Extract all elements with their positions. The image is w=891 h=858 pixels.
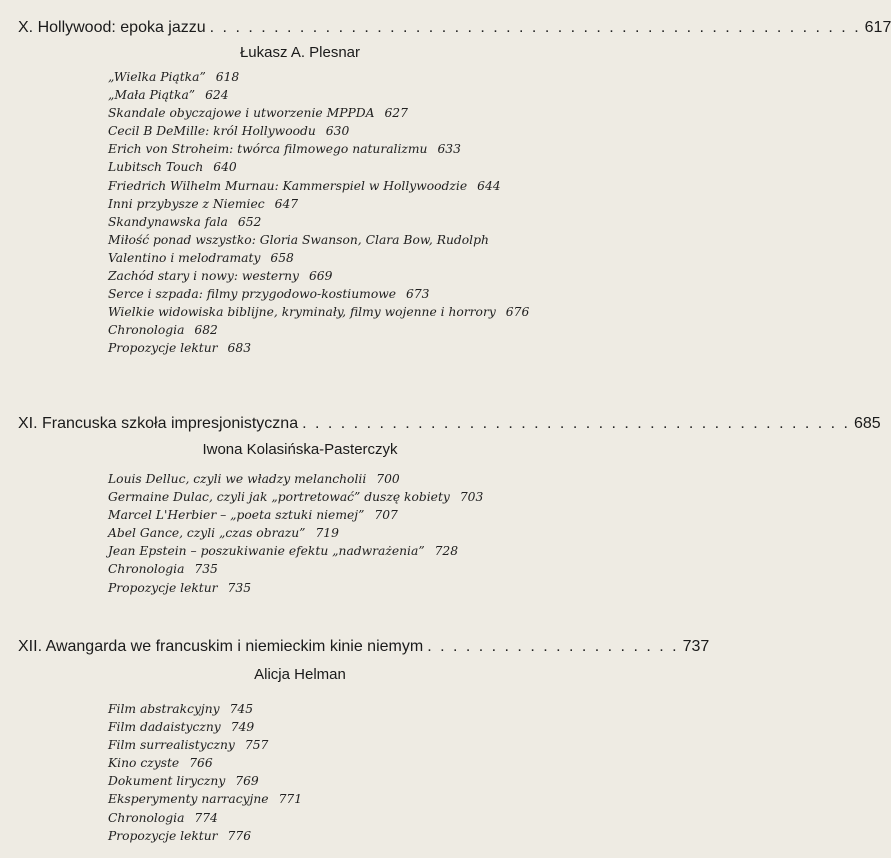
- section-page-number: 676: [505, 305, 530, 320]
- section-title: Propozycje lektur: [108, 828, 218, 843]
- section-page-number: 719: [315, 526, 339, 541]
- list-item: [108, 104, 548, 122]
- section-title: Cecil B DeMille: król Hollywoodu: [108, 124, 316, 139]
- list-item: [108, 488, 548, 506]
- section-title: Lubitsch Touch: [108, 160, 204, 175]
- section-page-number: 633: [437, 142, 461, 157]
- section-title: Film dadaistyczny: [108, 720, 221, 735]
- chapter-title: XII. Awangarda we francuskim i niemieckim kinie niemym: [18, 638, 424, 655]
- list-item: [108, 809, 548, 827]
- chapter-title: XI. Francuska szkoła impresjonistyczna: [18, 415, 299, 432]
- section-page-number: 669: [308, 269, 333, 284]
- section-page-number: 735: [194, 562, 218, 577]
- section-title: Skandynawska fala: [108, 214, 228, 229]
- dot-leader: . . . . . . . . . . . . . . . . . . . .: [427, 638, 679, 655]
- section-title: Friedrich Wilhelm Murnau: Kammerspiel w Hollywoodzie: [108, 178, 468, 193]
- list-item: [108, 772, 548, 790]
- list-item: [108, 790, 548, 808]
- section-page-number: 769: [235, 774, 259, 789]
- section-title: Skandale obyczajowe i utworzenie MPPDA: [108, 106, 375, 121]
- list-item: [108, 827, 548, 845]
- list-item: [108, 470, 548, 488]
- section-page-number: 728: [434, 544, 459, 559]
- section-title: Dokument liryczny: [108, 774, 226, 789]
- list-item: [108, 122, 548, 140]
- list-item: [108, 579, 548, 597]
- section-page-number: 627: [384, 106, 408, 121]
- chapter-author: Iwona Kolasińska-Pasterczyk: [202, 441, 398, 458]
- section-title: Erich von Stroheim: twórca filmowego naturalizmu: [108, 142, 428, 157]
- chapter-author: Łukasz A. Plesnar: [239, 44, 361, 61]
- section-page-number: 683: [227, 341, 252, 356]
- section-page-number: 682: [194, 323, 218, 338]
- dot-leader: . . . . . . . . . . . . . . . . . . . . . . . . . . . . . . . . . . . . . . . . . . . . . . . . . . .: [209, 19, 861, 36]
- list-item: [108, 140, 548, 158]
- section-title: Chronologia: [108, 810, 185, 825]
- section-title: Wielkie widowiska biblijne, kryminały, filmy wojenne i horrory: [108, 305, 496, 320]
- section-title: Film abstrakcyjny: [108, 702, 220, 716]
- section-title: Chronologia: [108, 323, 185, 338]
- section-page-number: 652: [237, 214, 262, 229]
- list-item: [108, 718, 548, 736]
- section-page-number: 700: [376, 472, 400, 486]
- chapter-page-number: 737: [682, 638, 710, 655]
- list-item: [108, 754, 548, 772]
- section-title: Zachód stary i nowy: westerny: [108, 269, 299, 284]
- list-item: [108, 68, 548, 86]
- list-item: [108, 177, 548, 195]
- section-list: [108, 700, 548, 845]
- section-page-number: 776: [227, 828, 252, 843]
- list-item: [108, 560, 548, 578]
- list-item: [108, 321, 548, 339]
- dot-leader: . . . . . . . . . . . . . . . . . . . . . . . . . . . . . . . . . . . . . . . . . . .: [302, 415, 850, 432]
- section-page-number: 771: [278, 792, 303, 807]
- section-title: Jean Epstein – poszukiwanie efektu „nadwrażenia”: [108, 544, 425, 559]
- section-title: Eksperymenty narracyjne: [108, 792, 269, 807]
- section-title: Inni przybysze z Niemiec: [108, 196, 265, 211]
- section-title: Propozycje lektur: [108, 580, 218, 595]
- list-item: [108, 303, 548, 321]
- chapter-heading: [18, 413, 881, 435]
- list-item: [108, 213, 548, 231]
- section-page-number: 640: [213, 160, 237, 175]
- section-title: Marcel L'Herbier – „poeta sztuki niemej”: [108, 508, 365, 523]
- section-title: Germaine Dulac, czyli jak „portretować” duszę kobiety: [108, 490, 450, 505]
- section-page-number: 735: [227, 580, 252, 595]
- list-item: [108, 506, 548, 524]
- chapter-title: X. Hollywood: epoka jazzu: [18, 19, 206, 36]
- section-page-number: 618: [215, 70, 240, 84]
- section-title: Louis Delluc, czyli we władzy melancholii: [108, 472, 367, 486]
- list-item: [108, 158, 548, 176]
- chapter-page-number: 617: [864, 19, 891, 36]
- chapter-heading: [18, 636, 710, 658]
- section-title: „Wielka Piątka”: [108, 70, 206, 84]
- section-title: Kino czyste: [108, 756, 180, 771]
- section-title: Chronologia: [108, 562, 185, 577]
- section-page-number: 658: [270, 250, 294, 265]
- section-page-number: 647: [274, 196, 299, 211]
- section-page-number: 745: [229, 702, 254, 716]
- list-item: [108, 339, 548, 357]
- section-title: Miłość ponad wszystko: Gloria Swanson, Clara Bow, Rudolph Valentino i melodramaty: [108, 232, 489, 265]
- list-item: [108, 700, 548, 718]
- section-page-number: 624: [205, 88, 229, 103]
- section-page-number: 766: [189, 756, 213, 771]
- section-list: [108, 470, 548, 597]
- list-item: [108, 195, 548, 213]
- section-title: Propozycje lektur: [108, 341, 218, 356]
- section-page-number: 630: [325, 124, 350, 139]
- list-item: [108, 285, 548, 303]
- list-item: [108, 86, 548, 104]
- list-item: [108, 231, 528, 267]
- chapter-page-number: 685: [853, 415, 881, 432]
- section-page-number: 673: [406, 287, 430, 302]
- chapter-heading: [18, 17, 891, 39]
- section-page-number: 703: [459, 490, 484, 505]
- section-page-number: 774: [194, 810, 218, 825]
- section-title: „Mała Piątka”: [108, 88, 196, 103]
- list-item: [108, 524, 548, 542]
- list-item: [108, 736, 548, 754]
- list-item: [108, 267, 548, 285]
- section-list: [108, 68, 548, 358]
- section-page-number: 644: [477, 178, 501, 193]
- section-page-number: 707: [374, 508, 398, 523]
- section-page-number: 749: [230, 720, 255, 735]
- section-page-number: 757: [244, 738, 269, 753]
- chapter-author: Alicja Helman: [254, 666, 346, 683]
- section-title: Film surrealistyczny: [108, 738, 235, 753]
- section-title: Abel Gance, czyli „czas obrazu”: [108, 526, 306, 541]
- section-title: Serce i szpada: filmy przygodowo-kostiumowe: [108, 287, 397, 302]
- list-item: [108, 542, 548, 560]
